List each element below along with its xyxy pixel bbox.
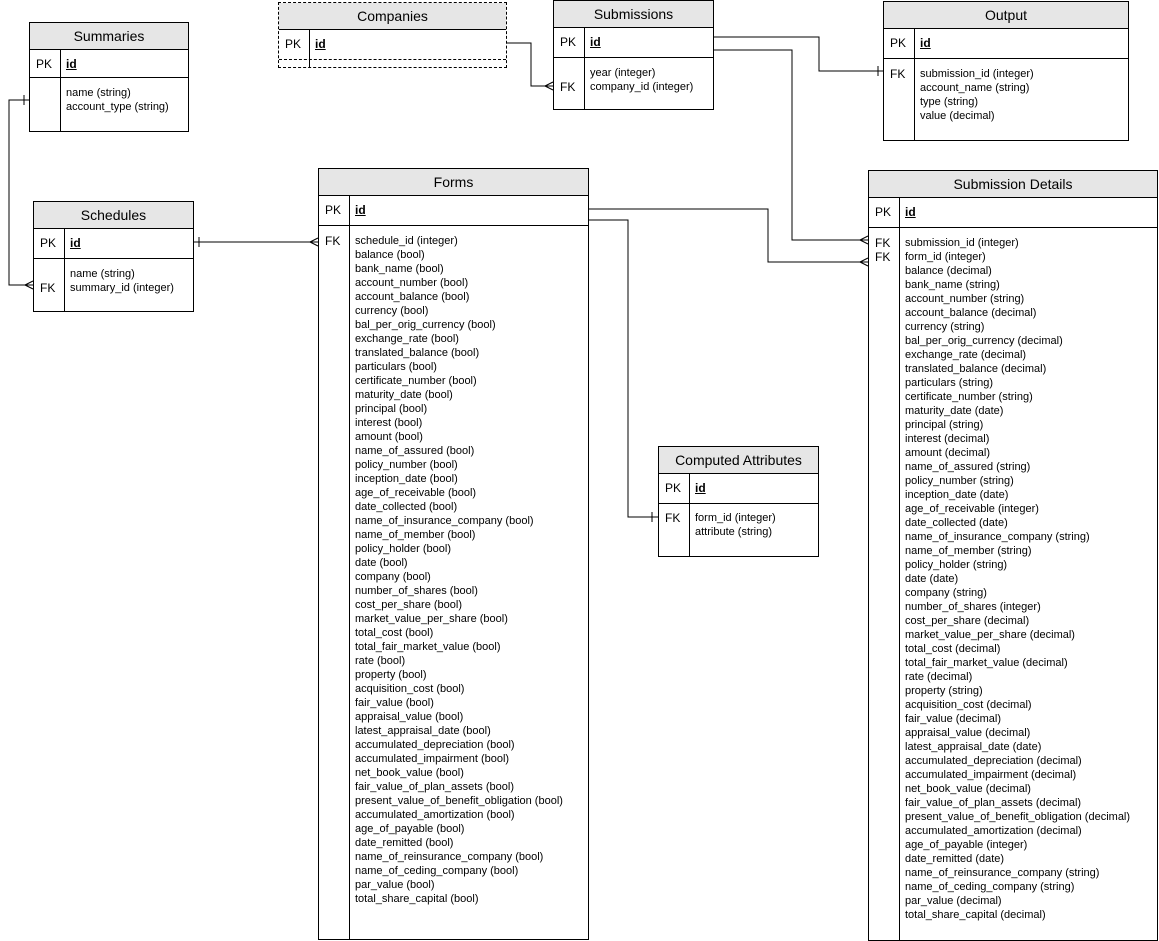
entity-title: Schedules (34, 202, 193, 229)
field: present_value_of_benefit_obligation (decimal) (905, 811, 1131, 823)
field: policy_number (string) (905, 475, 1014, 487)
field: name_of_insurance_company (string) (905, 531, 1090, 543)
field: policy_number (bool) (355, 459, 458, 471)
field: age_of_receivable (bool) (355, 487, 477, 499)
entity-computed-attributes[interactable] (658, 446, 819, 557)
field-list (905, 236, 1130, 922)
field: date (bool) (355, 557, 408, 569)
pk-field: id (66, 57, 77, 71)
field: number_of_shares (integer) (905, 601, 1041, 613)
field: account_number (string) (905, 293, 1025, 305)
field: acquisition_cost (bool) (355, 683, 465, 695)
pk-label: PK (890, 36, 907, 50)
entity-output[interactable] (883, 1, 1129, 141)
field: name_of_member (string) (905, 545, 1032, 557)
field: form_id (integer) (905, 251, 986, 263)
field: bal_per_orig_currency (decimal) (905, 335, 1063, 347)
fk-label: FK (665, 511, 681, 525)
entity-title: Computed Attributes (659, 447, 818, 474)
entity-summaries[interactable] (29, 22, 189, 132)
field: accumulated_depreciation (decimal) (905, 755, 1082, 767)
field: bank_name (bool) (355, 263, 444, 275)
pk-field: id (920, 36, 931, 50)
field: principal (string) (905, 419, 984, 431)
field-list (70, 267, 174, 295)
field: name_of_ceding_company (string) (905, 881, 1075, 893)
field: cost_per_share (decimal) (905, 615, 1030, 627)
field: policy_holder (bool) (355, 543, 451, 555)
field: fair_value (bool) (355, 697, 434, 709)
field: date (date) (905, 573, 959, 585)
field: appraisal_value (decimal) (905, 727, 1031, 739)
entity-title: Output (884, 2, 1128, 29)
field: maturity_date (date) (905, 405, 1004, 417)
field: age_of_payable (bool) (355, 823, 465, 835)
field-list (355, 234, 563, 906)
field: account_name (string) (920, 82, 1030, 94)
field: age_of_payable (integer) (905, 839, 1028, 851)
field: company (bool) (355, 571, 431, 583)
field: balance (decimal) (905, 265, 992, 277)
field: date_remitted (date) (905, 853, 1005, 865)
field: certificate_number (bool) (355, 375, 477, 387)
field: name_of_reinsurance_company (string) (905, 867, 1100, 879)
field: number_of_shares (bool) (355, 585, 478, 597)
rel-forms-computed (589, 220, 658, 517)
pk-field: id (355, 203, 366, 217)
field: principal (bool) (355, 403, 428, 415)
field-list (590, 66, 693, 94)
field: date_collected (bool) (355, 501, 458, 513)
field: company_id (integer) (590, 81, 694, 93)
pk-label: PK (875, 205, 892, 219)
field: name_of_insurance_company (bool) (355, 515, 534, 527)
fk-label: FK (890, 67, 906, 81)
field: type (string) (920, 96, 979, 108)
field: accumulated_impairment (bool) (355, 753, 510, 765)
field: currency (string) (905, 321, 985, 333)
entity-title: Companies (279, 3, 506, 30)
entity-title: Submissions (554, 1, 713, 28)
pk-field: id (905, 205, 916, 219)
field: total_cost (bool) (355, 627, 434, 639)
field: property (string) (905, 685, 983, 697)
pk-label: PK (36, 57, 53, 71)
field: account_type (string) (66, 101, 169, 113)
field: balance (bool) (355, 249, 425, 261)
field: submission_id (integer) (920, 68, 1034, 80)
field-list (695, 511, 776, 539)
entity-title: Summaries (30, 23, 188, 50)
field: account_balance (decimal) (905, 307, 1037, 319)
field: form_id (integer) (695, 512, 776, 524)
field: rate (decimal) (905, 671, 973, 683)
field-list (66, 86, 169, 114)
pk-field: id (695, 481, 706, 495)
fk-label: FK (325, 234, 341, 248)
field: accumulated_amortization (decimal) (905, 825, 1082, 837)
field: summary_id (integer) (70, 282, 174, 294)
field: fair_value_of_plan_assets (decimal) (905, 797, 1082, 809)
field: inception_date (date) (905, 489, 1009, 501)
entity-schedules[interactable] (33, 201, 194, 312)
field: attribute (string) (695, 526, 773, 538)
field: age_of_receivable (integer) (905, 503, 1039, 515)
field: amount (decimal) (905, 447, 990, 459)
pk-label: PK (40, 236, 57, 250)
field: name_of_reinsurance_company (bool) (355, 851, 544, 863)
field: name_of_ceding_company (bool) (355, 865, 519, 877)
field: total_fair_market_value (decimal) (905, 657, 1068, 669)
field-list (920, 67, 1034, 123)
pk-label: PK (560, 35, 577, 49)
field: name (string) (70, 268, 135, 280)
field: currency (bool) (355, 305, 429, 317)
field: market_value_per_share (bool) (355, 613, 508, 625)
entity-companies[interactable] (278, 2, 507, 68)
rel-companies-submissions (507, 43, 553, 86)
field: name_of_assured (string) (905, 461, 1031, 473)
field: interest (bool) (355, 417, 423, 429)
field: translated_balance (bool) (355, 347, 480, 359)
field: certificate_number (string) (905, 391, 1033, 403)
field: total_share_capital (bool) (355, 893, 479, 905)
field: particulars (string) (905, 377, 994, 389)
field: policy_holder (string) (905, 559, 1008, 571)
field: date_collected (date) (905, 517, 1008, 529)
field: account_number (bool) (355, 277, 469, 289)
field: interest (decimal) (905, 433, 990, 445)
pk-label: PK (325, 203, 342, 217)
field: date_remitted (bool) (355, 837, 454, 849)
field: year (integer) (590, 67, 656, 79)
field: net_book_value (decimal) (905, 783, 1031, 795)
field: cost_per_share (bool) (355, 599, 463, 611)
field: company (string) (905, 587, 987, 599)
field: accumulated_depreciation (bool) (355, 739, 515, 751)
field: name (string) (66, 87, 131, 99)
entity-submissions[interactable] (553, 0, 714, 110)
field: translated_balance (decimal) (905, 363, 1047, 375)
field: name_of_member (bool) (355, 529, 476, 541)
pk-field: id (590, 35, 601, 49)
fk-label: FK (40, 281, 56, 295)
rel-forms-details (589, 209, 868, 262)
fk-label: FK (560, 80, 576, 94)
field: net_book_value (bool) (355, 767, 464, 779)
field: appraisal_value (bool) (355, 711, 464, 723)
rel-submissions-details (714, 50, 868, 240)
field: account_balance (bool) (355, 291, 470, 303)
field: submission_id (integer) (905, 237, 1019, 249)
field: par_value (bool) (355, 879, 435, 891)
field: par_value (decimal) (905, 895, 1002, 907)
field: exchange_rate (bool) (355, 333, 459, 345)
field: fair_value (decimal) (905, 713, 1001, 725)
field: maturity_date (bool) (355, 389, 453, 401)
field: total_cost (decimal) (905, 643, 1001, 655)
field: inception_date (bool) (355, 473, 458, 485)
pk-field: id (315, 37, 326, 51)
field: rate (bool) (355, 655, 406, 667)
field: accumulated_impairment (decimal) (905, 769, 1077, 781)
field: total_fair_market_value (bool) (355, 641, 501, 653)
fk-label: FK (875, 236, 891, 250)
entity-title: Forms (319, 169, 588, 196)
field: value (decimal) (920, 110, 995, 122)
field: present_value_of_benefit_obligation (bool) (355, 795, 563, 807)
entity-title: Submission Details (869, 171, 1157, 198)
field: total_share_capital (decimal) (905, 909, 1046, 921)
field: bal_per_orig_currency (bool) (355, 319, 496, 331)
pk-field: id (70, 236, 81, 250)
field: bank_name (string) (905, 279, 1000, 291)
field: property (bool) (355, 669, 427, 681)
entity-submission-details[interactable] (868, 170, 1158, 941)
field: acquisition_cost (decimal) (905, 699, 1032, 711)
field: accumulated_amortization (bool) (355, 809, 515, 821)
field: particulars (bool) (355, 361, 437, 373)
field: schedule_id (integer) (355, 235, 458, 247)
pk-label: PK (285, 37, 302, 51)
entity-forms[interactable] (318, 168, 589, 940)
field: latest_appraisal_date (bool) (355, 725, 491, 737)
field: exchange_rate (decimal) (905, 349, 1027, 361)
rel-submissions-output (714, 37, 883, 71)
field: market_value_per_share (decimal) (905, 629, 1075, 641)
fk-label: FK (875, 250, 891, 264)
field: amount (bool) (355, 431, 423, 443)
field: fair_value_of_plan_assets (bool) (355, 781, 514, 793)
field: latest_appraisal_date (date) (905, 741, 1042, 753)
pk-label: PK (665, 481, 682, 495)
field: name_of_assured (bool) (355, 445, 475, 457)
